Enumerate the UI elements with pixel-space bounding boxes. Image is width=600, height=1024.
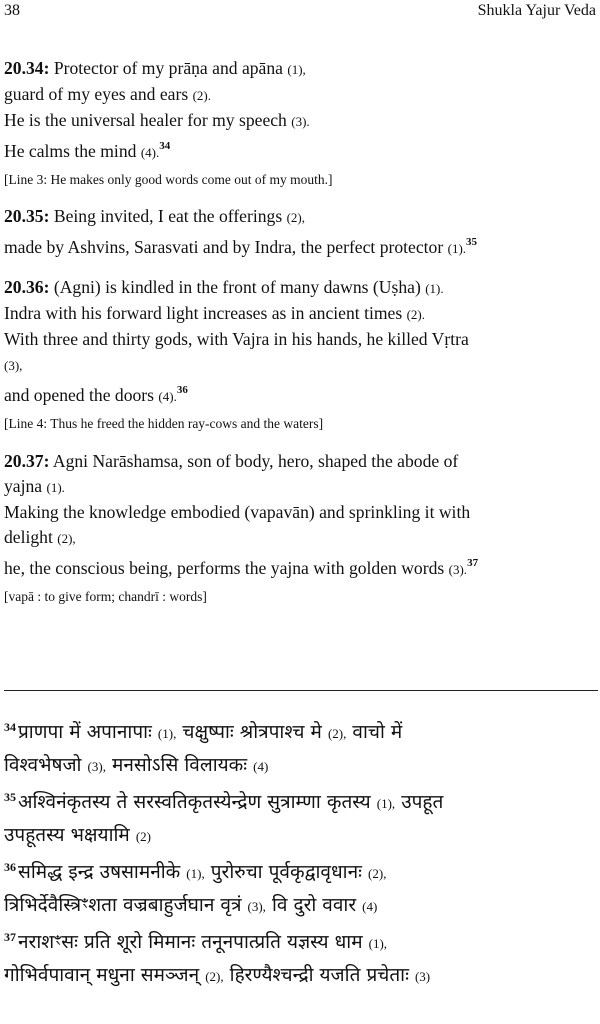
- verse-number: 20.36:: [4, 277, 50, 297]
- verse-line: With three and thirty gods, with Vajra in his hands, he killed Vṛtra: [4, 329, 469, 349]
- page-header: [4, 2, 596, 24]
- verse-line: yajna (1).: [4, 476, 65, 496]
- footnote-line: उपहूतस्य भक्षयामि (2): [4, 823, 151, 846]
- footnote-number: 35: [4, 790, 16, 804]
- verse-number: 20.35:: [4, 206, 50, 226]
- footnote-line: $^{36}$ समिद्ध इन्द्र उषसामनीके (1), पुरोरुचा पूर्वकृद्वावृधानः (2),: [4, 860, 387, 883]
- footnote-marker: 35: [466, 236, 478, 248]
- verse-line: 20.37: Agni Narāshamsa, son of body, hero, shaped the abode of: [4, 451, 459, 471]
- verse-20-37: [4, 449, 598, 607]
- verse-line: He calms the mind (4).$^{34}$: [4, 140, 171, 161]
- page-number: 38: [4, 2, 20, 19]
- footnote-marker: 36: [176, 384, 188, 396]
- footnote-marker: 34: [159, 140, 171, 152]
- verse-line: (3),: [4, 358, 23, 373]
- verse-20-35: [4, 204, 598, 261]
- verse-line: 20.35: Being invited, I eat the offerings (2),: [4, 206, 306, 226]
- verse-line: guard of my eyes and ears (2).: [4, 84, 211, 104]
- footnote-line: $^{35}$ अश्विनंकृतस्य ते सरस्वतिकृतस्येन्द्रेण सुत्राम्णा कृतस्य (1), उपहूत: [4, 790, 444, 813]
- verse-line: Making the knowledge embodied (vapavān) and sprinkling it with: [4, 502, 471, 522]
- verse-body: [4, 56, 598, 607]
- verse-line: he, the conscious being, performs the yajna with golden words (3).$^{37}$: [4, 557, 479, 578]
- footnote-number: 34: [4, 720, 16, 734]
- verse-line: made by Ashvins, Sarasvati and by Indra, the perfect protector (1).$^{35}$: [4, 236, 478, 257]
- verse-number: 20.37:: [4, 451, 50, 471]
- verse-line: 20.34: Protector of my prāṇa and apāna (1),: [4, 58, 306, 78]
- verse-number: 20.34:: [4, 58, 50, 78]
- footnote-line: $^{37}$ नराशꣳसः प्रति शूरो मिमानः तनूनपात्प्रति यज्ञस्य धाम (1),: [4, 930, 388, 953]
- footnote-line: गोभिर्वपावान् मधुना समञ्जन् (2), हिरण्यैश्चन्द्री यजति प्रचेताः (3): [4, 963, 431, 986]
- footnote-divider: [4, 690, 598, 691]
- footnote-line: त्रिभिर्देवैस्त्रिꣳशता वज्रबाहुर्जघान वृत्रं (3), वि दुरो ववार (4): [4, 893, 378, 916]
- verse-line: He is the universal healer for my speech (3).: [4, 110, 310, 130]
- verse-line: Indra with his forward light increases as in ancient times (2).: [4, 303, 426, 323]
- footnote-marker: 37: [467, 557, 479, 569]
- verse-20-36: [4, 275, 598, 434]
- verse-line: delight (2),: [4, 527, 76, 547]
- sanskrit-footnotes: [4, 712, 600, 992]
- verse-note: [vapā : to give form; chandrī : words]: [4, 589, 207, 604]
- footnote-number: 36: [4, 860, 16, 874]
- verse-note: [Line 3: He makes only good words come out of my mouth.]: [4, 172, 333, 187]
- verse-line: and opened the doors (4).$^{36}$: [4, 384, 188, 405]
- footnote-number: 37: [4, 930, 16, 944]
- footnote-line: $^{34}$ प्राणपा में अपानापाः (1), चक्षुष्पाः श्रोत्रपाश्च मे (2), वाचो में: [4, 720, 403, 743]
- verse-20-34: [4, 56, 598, 190]
- verse-note: [Line 4: Thus he freed the hidden ray-cows and the waters]: [4, 416, 324, 431]
- running-title: Shukla Yajur Veda: [477, 2, 596, 19]
- verse-line: 20.36: (Agni) is kindled in the front of many dawns (Uṣha) (1).: [4, 277, 444, 297]
- footnote-line: विश्वभेषजो (3), मनसोऽसि विलायकः (4): [4, 753, 269, 776]
